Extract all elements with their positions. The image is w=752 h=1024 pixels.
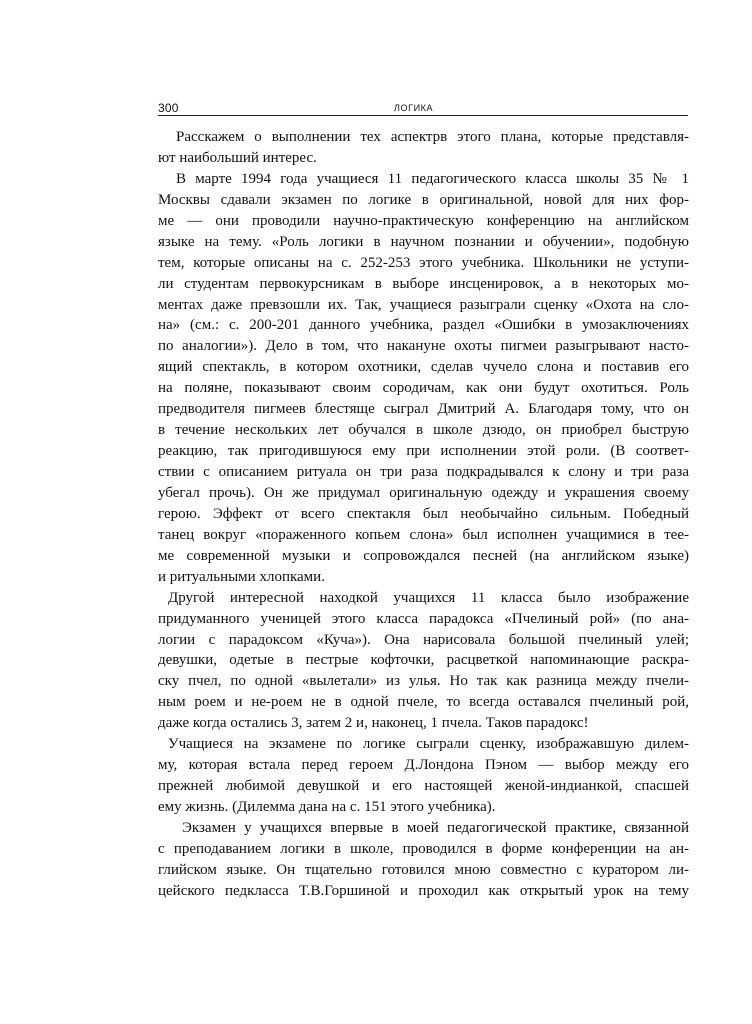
text-line: ли студентам первокурсникам в выборе инсценировок, а в некоторых мо- bbox=[158, 275, 689, 292]
text-line: Учащиеся на экзамене по логике сыграли сценку, изображавшую дилем- bbox=[168, 736, 689, 753]
text-line: Расскажем о выполнении тех аспектрв этого плана, которые представля- bbox=[176, 129, 689, 145]
text-line: ящий спектакль, в котором охотники, сделав чучело слона и поставив его bbox=[158, 359, 689, 376]
text-line: ему жизнь. (Дилемма дана на с. 151 этого учебника). bbox=[158, 799, 496, 815]
text-line: по аналогии»). Дело в том, что накануне охоты пигмеи разыгрывают насто- bbox=[158, 338, 689, 355]
running-section-title: ЛОГИКА bbox=[394, 103, 434, 113]
text-line: глийском языке. Он тщательно готовился мною совместно с куратором ли- bbox=[158, 861, 689, 878]
text-line: В марте 1994 года учащиеся 11 педагогического класса школы 35 № 1 bbox=[176, 170, 689, 187]
text-line: и ритуальными хлопками. bbox=[158, 568, 325, 585]
text-line: предводителя пигмеев блестяще сыграл Дмитрий А. Благодаря тому, что он bbox=[158, 401, 689, 418]
text-line: языке на тему. «Роль логики в научном познании и обучении», подобную bbox=[158, 233, 689, 250]
text-line: в течение нескольких лет обучался в школе дзюдо, он приобрел быструю bbox=[158, 422, 689, 439]
text-line: девушки, одетые в пестрые кофточки, расцветкой напоминающие раскра- bbox=[158, 652, 689, 669]
text-line: ют наибольший интерес. bbox=[158, 149, 317, 166]
text-line: ме — они проводили научно-практическую конференцию на английском bbox=[158, 212, 689, 229]
text-line: с преподаванием логики в школе, проводился в форме конференции на ан- bbox=[158, 840, 689, 857]
text-line: ме современной музыки и сопровождался песней (на английском языке) bbox=[158, 547, 689, 564]
text-line: прежней любимой девушкой и его настоящей женой-индианкой, спасшей bbox=[158, 778, 689, 795]
page-number: 300 bbox=[158, 101, 179, 115]
text-line: танец вокруг «пораженного копьем слона» был исполнен учащимися в тее- bbox=[158, 526, 689, 543]
text-line: логии с парадоксом «Куча»). Она нарисовала большой пчелиный улей; bbox=[158, 631, 689, 648]
text-line: убегал прочь). Он же придумал оригинальную одежду и украшения своему bbox=[158, 484, 689, 501]
text-line: на» (см.: с. 200-201 данного учебника, раздел «Ошибки в умозаключениях bbox=[158, 317, 689, 334]
text-line: Другой интересной находкой учащихся 11 класса было изображение bbox=[168, 589, 689, 606]
text-line: Москвы сдавали экзамен по логике в оригинальной, новой для них фор- bbox=[158, 191, 689, 208]
text-line: му, которая встала перед героем Д.Лондона Пэном — выбор между его bbox=[158, 757, 689, 774]
text-line: ску пчел, по одной «вылетали» из улья. Но так как разница между пчели- bbox=[158, 673, 689, 690]
text-line: Экзамен у учащихся впервые в моей педагогической практике, связанной bbox=[182, 819, 689, 836]
text-line: ным роем и не-роем не в одной пчеле, то всегда оставался пчелиный рой, bbox=[158, 694, 689, 711]
text-line: ствии с описанием ритуала он три раза подкрадывался к слону и три раза bbox=[158, 464, 689, 480]
text-line: ментах даже превзошли их. Так, учащиеся разыграли сценку «Охота на сло- bbox=[158, 296, 689, 313]
text-line: тем, которые описаны на с. 252-253 этого учебника. Школьники не уступи- bbox=[158, 254, 689, 271]
text-line: на поляне, показывают своим сородичам, как они будут охотиться. Роль bbox=[158, 380, 689, 397]
text-line: реакцию, так пригодившуюся ему при исполнении этой роли. (В соответ- bbox=[158, 443, 689, 460]
text-line: цейского педкласса Т.В.Горшиной и проходил как открытый урок на тему bbox=[158, 882, 689, 899]
text-line: герою. Эффект от всего спектакля был необычайно сильным. Победный bbox=[158, 505, 689, 522]
running-header bbox=[158, 101, 688, 116]
text-line: придуманного ученицей этого класса парадокса «Пчелиный рой» (по ана- bbox=[158, 610, 689, 627]
body-text bbox=[158, 127, 689, 902]
text-line: даже когда остались 3, затем 2 и, наконец, 1 пчела. Таков парадокс! bbox=[158, 715, 589, 732]
